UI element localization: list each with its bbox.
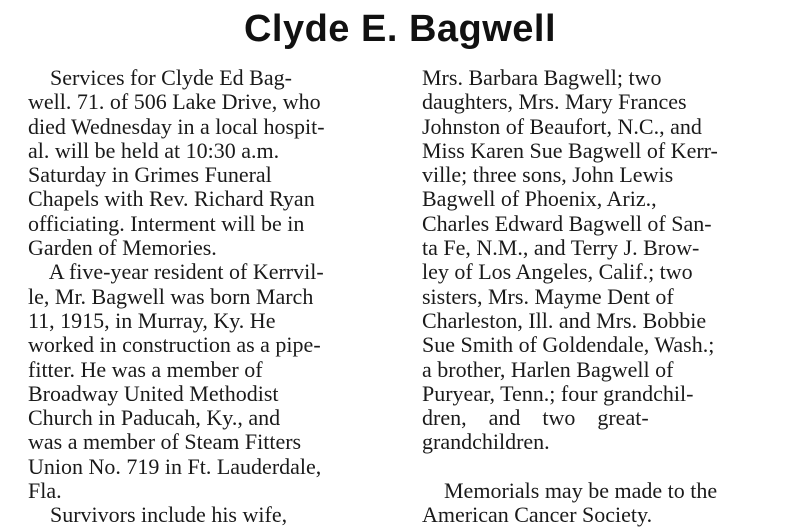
text-line: ta Fe, N.M., and Terry J. Brow- (422, 235, 700, 261)
text-line: ville; three sons, John Lewis (422, 162, 674, 188)
text-line: ley of Los Angeles, Calif.; two (422, 259, 693, 285)
text-line: Bagwell of Phoenix, Ariz., (422, 186, 657, 212)
text-line: died Wednesday in a local hospit- (28, 113, 325, 139)
text-line: was a member of Steam Fitters (28, 429, 302, 455)
text-line: Johnston of Beaufort, N.C., and (422, 113, 702, 139)
text-line: daughters, Mrs. Mary Frances (422, 89, 687, 115)
right-column (422, 66, 794, 527)
text-line: Saturday in Grimes Funeral (28, 162, 272, 188)
text-line: le, Mr. Bagwell was born March (28, 283, 314, 309)
text-line: Survivors include his wife, (28, 502, 288, 528)
text-line: Charles Edward Bagwell of San- (422, 210, 712, 236)
text-line: well. 71. of 506 Lake Drive, who (28, 89, 321, 115)
text-line: Fla. (28, 478, 62, 504)
paragraph-gap (422, 455, 794, 479)
text-line: officiating. Interment will be in (28, 210, 305, 236)
text-line: Miss Karen Sue Bagwell of Kerr- (422, 137, 718, 163)
text-line: Broadway United Methodist (28, 380, 279, 406)
text-line: worked in construction as a pipe- (28, 332, 321, 358)
text-line: Puryear, Tenn.; four grandchil- (422, 380, 694, 406)
text-line: dren, and two great- (422, 405, 649, 431)
text-line: sisters, Mrs. Mayme Dent of (422, 283, 674, 309)
memorials-paragraph (422, 479, 794, 528)
text-line: Garden of Memories. (28, 235, 217, 261)
text-line: grandchildren. (422, 429, 550, 455)
text-line: Services for Clyde Ed Bag- (28, 65, 292, 90)
text-line: Mrs. Barbara Bagwell; two (422, 65, 662, 90)
right-column-body (422, 66, 794, 455)
text-line: al. will be held at 10:30 a.m. (28, 137, 280, 163)
text-line: fitter. He was a member of (28, 356, 263, 382)
left-column (28, 66, 408, 528)
text-line: American Cancer Society. (422, 502, 653, 528)
headline: Clyde E. Bagwell (243, 8, 557, 50)
text-line: Church in Paducah, Ky., and (28, 405, 281, 431)
text-line: Union No. 719 in Ft. Lauderdale, (28, 453, 322, 479)
text-line: a brother, Harlen Bagwell of (422, 356, 674, 382)
text-line: Memorials may be made to the (422, 477, 718, 503)
text-line: Sue Smith of Goldendale, Wash.; (422, 332, 715, 358)
text-line: Chapels with Rev. Richard Ryan (28, 186, 315, 212)
text-line: Charleston, Ill. and Mrs. Bobbie (422, 307, 707, 333)
text-line: 11, 1915, in Murray, Ky. He (28, 307, 276, 333)
text-line: A five-year resident of Kerrvil- (28, 259, 324, 285)
